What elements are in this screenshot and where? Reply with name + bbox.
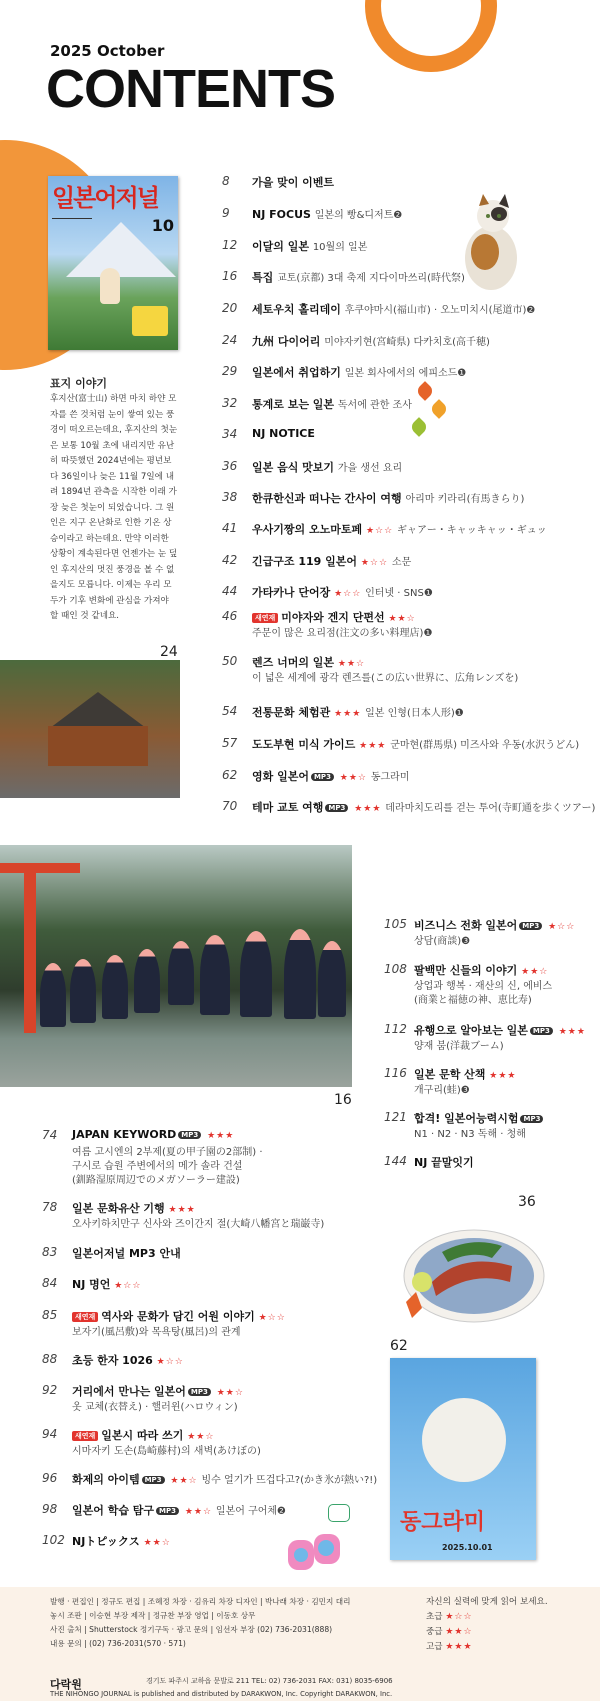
toc-title-text: 긴급구조 119 일본어 [252, 555, 358, 568]
toc-page-number: 92 [42, 1383, 58, 1397]
toc-title-text: 합격! 일본어능력시험 [414, 1112, 519, 1125]
difficulty-stars: ★☆☆ [548, 922, 576, 932]
toc-title [252, 704, 464, 720]
toc-page-number: 121 [384, 1110, 407, 1124]
difficulty-stars: ★★☆ [184, 1507, 213, 1517]
difficulty-stars: ★☆☆ [445, 1612, 473, 1622]
toc-title-text: 세토우치 홀리데이 [252, 303, 341, 316]
toc-page-number: 105 [384, 917, 407, 931]
toc-title-text: 일본시 따라 쓰기 [101, 1429, 184, 1442]
issue-date: 2025 October [50, 42, 165, 60]
toc-title [252, 490, 524, 506]
toc-subtitle: 양재 붐(洋裁ブーム) [414, 1041, 504, 1052]
toc-title-text: 통계로 보는 일본 [252, 398, 335, 411]
mp3-badge: MP3 [530, 1027, 553, 1035]
toc-page-number: 38 [222, 490, 238, 504]
toc-title-text: NJ 끝말잇기 [414, 1156, 474, 1169]
difficulty-stars: ★★☆ [187, 1432, 215, 1442]
toc-page-number: 112 [384, 1022, 407, 1036]
toc-title [252, 269, 465, 285]
toc-title [414, 1022, 586, 1038]
difficulty-stars: ★★★ [359, 741, 387, 751]
binoculars-illustration [284, 1526, 350, 1576]
toc-page-number: 96 [42, 1471, 58, 1485]
toc-title [414, 1110, 545, 1126]
difficulty-stars: ★★☆ [445, 1627, 473, 1637]
festival-photo [0, 845, 352, 1087]
toc-page-number: 32 [222, 396, 238, 410]
toc-page-number: 98 [42, 1502, 58, 1516]
photo-page-number: 62 [390, 1338, 408, 1354]
toc-title [72, 1471, 377, 1487]
toc-title-text: 일본 문학 산책 [414, 1068, 486, 1081]
toc-title [72, 1128, 234, 1141]
difficulty-stars: ★☆☆ [114, 1281, 142, 1291]
toc-page-number: 74 [42, 1128, 58, 1142]
photo-page-number: 16 [334, 1092, 352, 1108]
mp3-badge: MP3 [156, 1507, 179, 1515]
toc-page-number: 84 [42, 1276, 58, 1290]
toc-title-text: 화제의 아이템 [72, 1473, 140, 1486]
toc-page-number: 116 [384, 1066, 407, 1080]
toc-page-number: 88 [42, 1352, 58, 1366]
cover-issue-number: 10 [151, 216, 174, 235]
toc-subtitle: 구시로 습원 주변에서의 메가 솔라 건설 [72, 1161, 243, 1172]
toc-page-number: 94 [42, 1427, 58, 1441]
toc-page-number: 144 [384, 1154, 407, 1168]
toc-subtitle: 동그라미 [370, 772, 410, 783]
toc-page-number: 83 [42, 1245, 58, 1259]
toc-page-number: 24 [222, 333, 238, 347]
toc-title [414, 962, 548, 978]
toc-subtitle: 일본어 구어체❷ [215, 1506, 287, 1517]
toc-title-text: 거리에서 만나는 일본어 [72, 1385, 186, 1398]
new-series-badge: 새연재 [72, 1431, 98, 1441]
legend-intro: 자신의 실력에 맞게 읽어 보세요. [426, 1597, 548, 1607]
toc-title [252, 301, 535, 317]
toc-subtitle: 일본 인형(日本人形)❶ [365, 708, 464, 719]
toc-title-text: 일본어 학습 탐구 [72, 1504, 155, 1517]
difficulty-legend [426, 1595, 548, 1655]
difficulty-stars: ★☆☆ [365, 526, 394, 536]
toc-page-number: 29 [222, 364, 238, 378]
difficulty-stars: ★★☆ [339, 773, 367, 783]
toc-title [252, 521, 547, 537]
cover-note-text: 후지산(富士山) 하면 마치 하얀 모자를 쓴 것처럼 눈이 쌓여 있는 풍경이 떠오르는데요, 후지산의 첫눈은 보통 10월 초에 내리지만 유난히 따뜻했던 2024년에는 평년보다 36일이나 늦은 11월 7일에 내려 1894년 관측을 시작한 이래 가장 늦은 첫눈이 되었습니다. 그 원인은 지구 온난화로 인한 기온 상승이라고 하는데요. 만약 이러한 상황이 계속된다면 언젠가는 눈 덮인 후지산의 멋진 풍경을 볼 수 없을지도 모릅니다. 이제는 우리 모두가 기후 변화에 관심을 가져야 할 때인 것 같네요. [50, 394, 178, 621]
toc-subtitle: 미야자키현(宮崎県) 다카치호(高千穂) [324, 337, 490, 348]
toc-title [252, 238, 367, 254]
new-series-badge: 새연재 [72, 1312, 98, 1322]
toc-title-text: 영화 일본어 [252, 770, 309, 783]
toc-title [72, 1308, 286, 1324]
toc-title [72, 1383, 244, 1399]
toc-subtitle: 일본 회사에서의 에피소드❶ [344, 368, 467, 379]
toc-title [252, 553, 411, 569]
new-series-badge: 새연재 [252, 613, 278, 623]
toc-title [72, 1352, 184, 1368]
toc-page-number: 42 [222, 553, 238, 567]
photo-page-number: 24 [160, 644, 178, 660]
toc-title-text: JAPAN KEYWORD [72, 1128, 177, 1141]
toc-item-50-subtitle: 이 넓은 세계에 광각 렌즈를(この広い世界に、広角レンズを) [252, 673, 519, 684]
toc-page-number: 34 [222, 427, 238, 441]
toc-title-text: 가타카나 단어장 [252, 586, 331, 599]
mp3-badge: MP3 [520, 1115, 543, 1123]
toc-title-text: 우사기짱의 오노마토페 [252, 523, 363, 536]
difficulty-stars: ★★☆ [337, 659, 366, 669]
toc-title [252, 174, 334, 190]
difficulty-stars: ★☆☆ [156, 1357, 184, 1367]
copyright-text: THE NIHONGO JOURNAL is published and distributed by DARAKWON, Inc. Copyright DARAKWON, Inc. [50, 1690, 393, 1698]
toc-subtitle: 일본의 빵&디저트❷ [314, 210, 403, 221]
mp3-badge: MP3 [325, 804, 348, 812]
legend-intermediate: 중급 [426, 1627, 443, 1637]
toc-title-text: 유행으로 알아보는 일본 [414, 1024, 528, 1037]
difficulty-stars: ★★★ [168, 1205, 196, 1215]
toc-subtitle: 교토(京都) 3대 축제 지다이마쓰리(時代祭) [277, 273, 465, 284]
toc-subtitle: 아리마 키라리(有馬きらり) [405, 494, 525, 505]
difficulty-stars: ★★☆ [143, 1538, 171, 1548]
toc-title-text: 일본에서 취업하기 [252, 366, 341, 379]
toc-title-text: 가을 맞이 이벤트 [252, 176, 335, 189]
toc-subtitle: ギャアー・キャッキャッ・ギュッ [397, 525, 547, 536]
cover-image [48, 176, 178, 350]
difficulty-stars: ★★★ [445, 1642, 473, 1652]
toc-title-text: NJトピックス [72, 1535, 140, 1548]
cover-sticker [132, 306, 168, 336]
shrine-photo [0, 660, 180, 798]
toc-title [252, 333, 490, 349]
toc-subtitle: 가을 생선 요리 [337, 463, 403, 474]
toc-page-number: 41 [222, 521, 238, 535]
cover-person [100, 268, 120, 304]
toc-title-text: 특집 [252, 271, 274, 284]
food-photo [392, 1212, 550, 1332]
mp3-badge: MP3 [188, 1388, 211, 1396]
cover-mountain [66, 222, 176, 277]
publisher-address: 경기도 파주시 교하읍 문발로 211 TEL: 02) 736-2031 FAX: 031) 8035-6906 [146, 1677, 393, 1685]
toc-title [252, 459, 402, 475]
toc-page-number: 20 [222, 301, 238, 315]
toc-subtitle: 후쿠야마시(福山市) · 오노미치시(尾道市)❷ [344, 305, 536, 316]
toc-title [252, 768, 409, 784]
toc-title-text: 초등 한자 1026 [72, 1354, 153, 1367]
difficulty-stars: ★★★ [558, 1027, 586, 1037]
toc-page-number: 54 [222, 704, 238, 718]
toc-title-text: 테마 교토 여행 [252, 801, 324, 814]
toc-subtitle: 시마자키 도손(島崎藤村)의 새벽(あけぼの) [72, 1446, 261, 1457]
difficulty-stars: ★★★ [354, 804, 382, 814]
decorative-ring [365, 0, 497, 72]
toc-title [414, 917, 575, 933]
mp3-badge: MP3 [311, 773, 334, 781]
toc-title [414, 1066, 516, 1082]
toc-subtitle: 오사키하치만구 신사와 즈이간지 절(大崎八幡宮と瑞巌寺) [72, 1219, 325, 1230]
toc-title [252, 584, 433, 600]
toc-subtitle: 상담(商談)❸ [414, 936, 471, 947]
toc-subtitle: N1 · N2 · N3 독해 · 청해 [414, 1129, 526, 1140]
toc-subtitle: 10월의 일본 [312, 242, 368, 253]
toc-subtitle: 상업과 행복 · 재산의 신, 에비스 [414, 981, 553, 992]
poster-date: 2025.10.01 [442, 1543, 493, 1552]
toc-subtitle: 군마현(群馬県) 미즈사와 우동(水沢うどん) [390, 740, 580, 751]
toc-subtitle: (商業と福徳の神、恵比寿) [414, 995, 532, 1006]
toc-item-46-subtitle: 주문이 많은 요리점(注文の多い料理店)❶ [252, 628, 433, 639]
difficulty-stars: ★★☆ [216, 1388, 244, 1398]
toc-page-number: 16 [222, 269, 238, 283]
toc-subtitle: 인터넷 · SNS❶ [365, 588, 433, 599]
cover-magazine-title: 일본어저널 [52, 184, 158, 212]
difficulty-stars: ★☆☆ [334, 589, 362, 599]
credits-line: 발행 · 편집인 | 정규도 편집 | 조혜정 차장 · 김유리 차장 디자인 | 박나래 차장 · 김민지 대리 [50, 1597, 351, 1606]
toc-subtitle: 개구리(蛙)❸ [414, 1085, 470, 1096]
toc-page-number: 9 [222, 206, 230, 220]
credits [50, 1595, 380, 1651]
toc-title-text: 비즈니스 전화 일본어 [414, 919, 518, 932]
maple-leaf-icon [409, 417, 429, 437]
toc-subtitle: 데라마치도리를 걷는 투어(寺町通を歩くツアー) [385, 803, 596, 814]
toc-page-number: 70 [222, 799, 238, 813]
difficulty-stars: ★☆☆ [258, 1313, 286, 1323]
toc-page-number: 62 [222, 768, 238, 782]
toc-subtitle: 독서에 관한 조사 [337, 400, 412, 411]
toc-title-text: 한큐한신과 떠나는 간사이 여행 [252, 492, 402, 505]
mp3-badge: MP3 [142, 1476, 165, 1484]
credits-line: 사진 출처 | Shutterstock 정기구독 · 광고 문의 | 임선자 부장 (02) 736-2031(888) [50, 1625, 333, 1634]
toc-title [72, 1533, 171, 1549]
difficulty-stars: ★★☆ [170, 1476, 198, 1486]
toc-subtitle: (釧路湿原周辺でのメガソーラー建設) [72, 1175, 240, 1186]
legend-advanced: 고급 [426, 1642, 443, 1652]
difficulty-stars: ★★★ [489, 1071, 517, 1081]
page-title: CONTENTS [46, 59, 335, 119]
poster-title: 동그라미 [400, 1510, 486, 1535]
toc-title-text: 일본 음식 맛보기 [252, 461, 335, 474]
toc-page-number: 85 [42, 1308, 58, 1322]
toc-title [72, 1200, 196, 1216]
toc-title [72, 1502, 286, 1518]
toc-title-text: 이달의 일본 [252, 240, 309, 253]
toc-title-text: NJ NOTICE [252, 427, 315, 440]
toc-title-text: 팔백만 신들의 이야기 [414, 964, 518, 977]
legend-beginner: 초급 [426, 1612, 443, 1622]
toc-title-text: 일본어저널 MP3 안내 [72, 1247, 181, 1260]
toc-title [72, 1427, 214, 1443]
toc-title-text: 九州 다이어리 [252, 335, 321, 348]
maple-leaf-icon [415, 381, 435, 401]
toc-title-text: NJ FOCUS [252, 208, 311, 221]
toc-title [252, 206, 402, 221]
difficulty-stars: ★★☆ [388, 614, 416, 624]
toc-title [252, 427, 315, 440]
toc-page-number: 12 [222, 238, 238, 252]
publisher-logo: 다락원 [50, 1678, 82, 1691]
maple-leaf-icon [429, 399, 449, 419]
toc-title [252, 396, 412, 412]
toc-subtitle: 옷 교체(衣替え) · 핼러윈(ハロウィン) [72, 1402, 238, 1413]
photo-page-number: 36 [518, 1194, 536, 1210]
toc-subtitle: 여름 고시엔의 2부제(夏の甲子園の2部制) · [72, 1147, 263, 1158]
toc-page-number: 78 [42, 1200, 58, 1214]
toc-title [252, 799, 595, 815]
mp3-badge: MP3 [178, 1131, 201, 1139]
toc-page-number: 108 [384, 962, 407, 976]
toc-page-number: 44 [222, 584, 238, 598]
toc-subtitle: 빙수 얼기가 뜨겁다고?(かき氷が熱い?!) [201, 1475, 378, 1486]
toc-title [252, 736, 579, 752]
credits-line: 놓시 조판 | 이승현 부장 제작 | 정규찬 부장 영업 | 이동호 상무 [50, 1611, 256, 1620]
toc-title [252, 364, 466, 380]
cover-note-title: 표지 이야기 [50, 377, 107, 390]
mp3-badge: MP3 [519, 922, 542, 930]
movie-poster [390, 1358, 536, 1560]
toc-title-text: 역사와 문화가 담긴 어원 이야기 [101, 1310, 255, 1323]
toc-title-text: 일본 문화유산 기행 [72, 1202, 165, 1215]
toc-title-text: 전통문화 체험관 [252, 706, 331, 719]
difficulty-stars: ★★☆ [521, 967, 549, 977]
difficulty-stars: ★☆☆ [360, 558, 389, 568]
toc-page-number: 36 [222, 459, 238, 473]
toc-subtitle: 소문 [391, 557, 412, 568]
toc-title [414, 1154, 474, 1170]
toc-title [72, 1276, 141, 1292]
toc-page-number: 57 [222, 736, 238, 750]
toc-subtitle: 보자기(風呂敷)와 목욕탕(風呂)의 관계 [72, 1327, 241, 1338]
toc-title-text: 도도부현 미식 가이드 [252, 738, 356, 751]
difficulty-stars: ★★★ [334, 709, 362, 719]
difficulty-stars: ★★★ [207, 1131, 235, 1141]
toc-title-text: NJ 명언 [72, 1278, 111, 1291]
toc-page-number: 102 [42, 1533, 65, 1547]
heart-bubble-icon [328, 1504, 350, 1522]
toc-page-number: 8 [222, 174, 230, 188]
cat-photo [455, 194, 525, 292]
toc-title [72, 1245, 181, 1261]
credits-line: 내용 문의 | (02) 736-2031(570 · 571) [50, 1639, 186, 1648]
